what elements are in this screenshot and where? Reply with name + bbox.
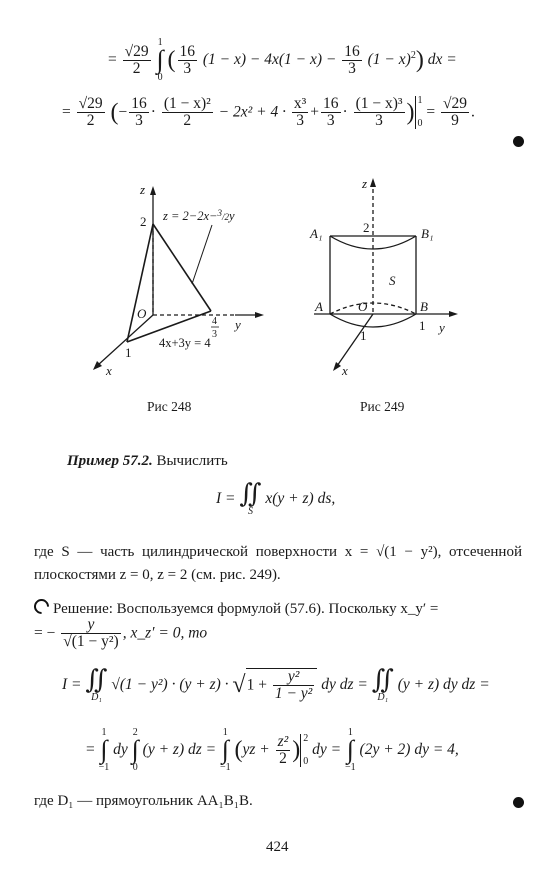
solution-line-1: Решение: Воспользуемся формулой (57.6). Поскольку x_y′ = [34,598,524,621]
caption-248: Рис 248 [147,399,192,414]
integral-formula: I = ∬ S x(y + z) ds, [216,479,336,517]
x-axis [337,314,373,366]
label-pointer [192,225,212,284]
svg-text:B₁: B₁ [421,226,434,241]
problem-statement: где S — часть цилиндрической поверхности x = √(1 − y²), отсеченной плоскостями z = 0, z = 2 (см. рис. 249). [34,544,522,584]
plane-equation: z = 2−2x−$^3_/$2y [163,208,235,223]
svg-text:O: O [137,306,147,321]
figure-249 [300,170,470,380]
coef-fraction: $\frac{√29}{2}$ [124,42,149,77]
svg-text:2: 2 [363,220,370,235]
equation-bottom-1: I = ∬ D₁ √(1 − y²) · (y + z) · √1 + $\frac{\text{y²}}{\text{1 − y²}}$ dy dz = ∬ D₁ (y + z) dy dz = [62,665,490,703]
figure-248 [80,180,270,380]
caption-249: Рис 249 [360,399,405,414]
integral-0-1: 1 ∫ 0 [156,37,164,83]
svg-text:1: 1 [419,318,426,333]
svg-text:3: 3 [212,329,217,340]
svg-text:y: y [439,320,445,335]
edge-z-x [127,224,153,342]
svg-text:A: A [315,299,323,314]
svg-text:4: 4 [212,316,217,327]
svg-text:A₁: A₁ [310,226,323,241]
equation-line-1: = $\frac{√29}{2}$ 1 ∫ 0 ( $\frac{16}{3}$ (1 − x) − 4x(1 − x) − $\frac{16}{3}$ $(1 - x)^2$) dx = [108,37,457,83]
closing-line: где D₁ — прямоугольник AA₁B₁B. [34,793,253,809]
svg-text:1: 1 [360,328,367,343]
svg-text:B: B [420,299,428,314]
example-heading: Пример 57.2. Вычислить [67,453,228,469]
equation-line-2: = $\frac{√29}{2}$ (− $\frac{16}{3}$ · $\frac{\text{(1 − x)²}}{2}$ − 2x² + 4 · $\frac{\text{x³}}{3}$ + $\frac{16}{3}$ · $\frac{\text{(1 − x)³}}{3}$ ) 1 0 = $\frac{√29}{9}$ . [62,95,475,130]
svg-text:x: x [342,363,348,378]
end-proof-bullet-1 [513,136,524,147]
svg-text:z: z [140,182,146,197]
svg-text:y: y [235,317,241,332]
svg-text:O: O [358,299,368,314]
end-proof-bullet-2 [513,797,524,808]
solution-marker-icon [31,596,52,617]
page-number: 424 [266,839,289,855]
svg-text:z: z [362,176,368,191]
cylinder-bottom-arc [330,314,416,327]
solution-line-2: = − $\frac{y}{\text{√(1 − y²)}}$ , x_z′ = 0, то [34,616,208,651]
evaluation-bar: 1 0 [415,96,423,129]
equation-bottom-2: = 1 ∫ −1 dy 2 ∫ 0 (y + z) dz = 1 ∫ −1 (yz + $\frac{\text{z²}}{2}$ ) 2 0 dy = 1 ∫ −1 (2y + 2) dy = 4, [86,727,459,773]
svg-text:2: 2 [140,214,147,229]
svg-text:S: S [389,273,396,288]
svg-text:x: x [106,363,112,378]
svg-text:1: 1 [125,345,132,360]
svg-text:4x+3y = 4: 4x+3y = 4 [159,336,211,350]
edge-z-y [153,224,211,311]
